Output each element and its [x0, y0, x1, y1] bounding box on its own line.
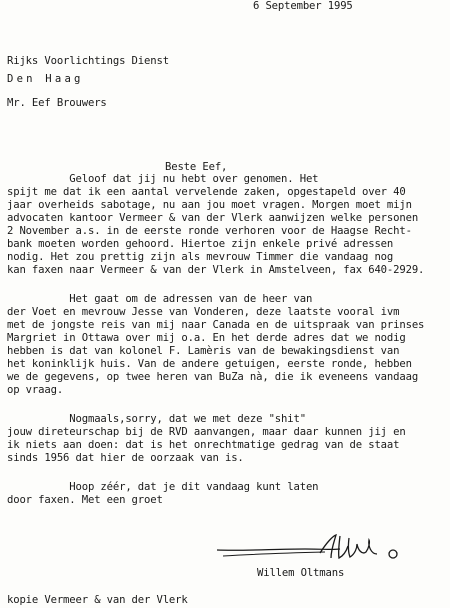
body-line: we de gegevens, op twee heren van BuZa nà, die ik eveneens vandaag	[7, 371, 419, 383]
body-line: 2 November a.s. in de eerste ronde verhoren voor de Haagse Recht-	[7, 225, 412, 237]
recipient-organization: Rijks Voorlichtings Dienst	[7, 55, 169, 67]
body-line: door faxen. Met een groet	[7, 494, 163, 506]
body-line: der Voet en mevrouw Jesse van Vonderen, deze laatste vooral ivm	[7, 306, 400, 318]
body-line: advocaten kantoor Vermeer & van der Vlerk aanwijzen welke personen	[7, 212, 419, 224]
body-line: met de jongste reis van mij naar Canada en de uitspraak van prinses	[7, 319, 425, 331]
recipient-city: Den Haag	[7, 73, 84, 85]
body-line: Geloof dat jij nu hebt over genomen. Het	[7, 173, 319, 185]
letter-date: 6 September 1995	[253, 0, 353, 12]
recipient-name: Mr. Eef Brouwers	[7, 97, 107, 109]
body-line: Hoop zéér, dat je dit vandaag kunt laten	[7, 481, 319, 493]
body-line: Nogmaals,sorry, dat we met deze "shit"	[7, 413, 306, 425]
signer-name: Willem Oltmans	[257, 567, 345, 579]
body-line: Margriet in Ottawa over mij o.a. En het derde adres dat we nodig	[7, 332, 406, 344]
body-line: Het gaat om de adressen van de heer van	[7, 293, 313, 305]
body-line: hebben is dat van kolonel F. Lamèris van de bewakingsdienst van	[7, 345, 400, 357]
body-line: op vraag.	[7, 384, 64, 396]
body-line: ik niets aan doen: dat is het onrechtmatige gedrag van de staat	[7, 439, 400, 451]
body-line: spijt me dat ik een aantal vervelende zaken, opgestapeld over 40	[7, 186, 406, 198]
salutation: Beste Eef,	[165, 161, 228, 173]
copy-note: kopie Vermeer & van der Vlerk	[7, 594, 188, 606]
handwritten-signature	[215, 532, 415, 566]
body-line: sinds 1956 dat hier de oorzaak van is.	[7, 452, 244, 464]
body-line: jouw direteurschap bij de RVD aanvangen, maar daar kunnen jij en	[7, 426, 406, 438]
body-line: het koninklijk huis. Van de andere getuigen, eerste ronde, hebben	[7, 358, 412, 370]
body-line: bank moeten worden gehoord. Hiertoe zijn enkele privé adressen	[7, 238, 394, 250]
body-line: jaar overheids sabotage, nu aan jou moet vragen. Morgen moet mijn	[7, 199, 412, 211]
body-line: kan faxen naar Vermeer & van der Vlerk in Amstelveen, fax 640-2929.	[7, 264, 425, 276]
body-line: nodig. Het zou prettig zijn als mevrouw Timmer die vandaag nog	[7, 251, 394, 263]
